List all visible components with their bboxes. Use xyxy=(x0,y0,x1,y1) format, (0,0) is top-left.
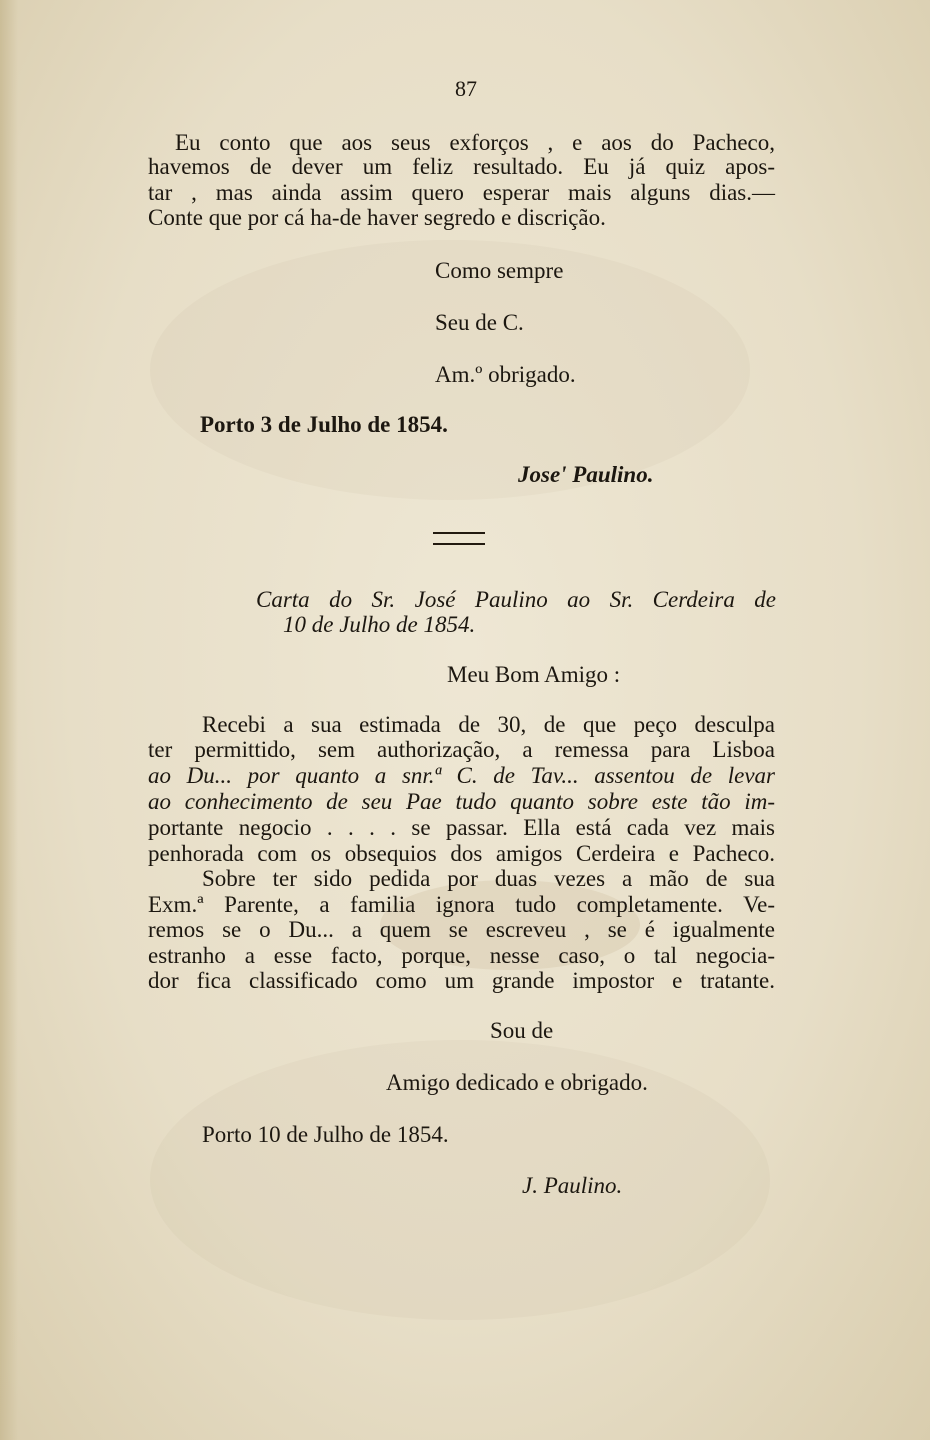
text-line: dor fica classificado como um grande impostor e tratante. xyxy=(148,968,775,993)
letter-heading-date: 10 de Julho de 1854. xyxy=(283,612,476,637)
place-date: Porto 10 de Julho de 1854. xyxy=(202,1122,449,1147)
text-line: Recebi a sua estimada de 30, de que peço desculpa xyxy=(202,712,775,737)
text-line: ao Du... por quanto a snr.ª C. de Tav... assentou de levar xyxy=(148,763,775,788)
closing-line: Am.º obrigado. xyxy=(435,362,576,387)
text-line: ter permittido, sem authorização, a remessa para Lisboa xyxy=(148,737,775,762)
text-line: penhorada com os obsequios dos amigos Cerdeira e Pacheco. xyxy=(148,841,775,866)
closing-line: Amigo dedicado e obrigado. xyxy=(386,1070,648,1095)
closing-line: Sou de xyxy=(490,1018,554,1043)
signature: J. Paulino. xyxy=(522,1173,623,1198)
text-line: estranho a esse facto, porque, nesse caso, o tal negocia- xyxy=(148,943,775,968)
text-line: ao conhecimento de seu Pae tudo quanto sobre este tão im- xyxy=(148,789,775,814)
page-number: 87 xyxy=(455,76,477,101)
text-line: Exm.ª Parente, a familia ignora tudo completamente. Ve- xyxy=(148,892,775,917)
letter-heading: Carta do Sr. José Paulino ao Sr. Cerdeira de xyxy=(256,587,776,612)
text-line: portante negocio . . . . se passar. Ella está cada vez mais xyxy=(148,815,775,840)
section-divider xyxy=(433,532,485,545)
text-line: tar , mas ainda assim quero esperar mais alguns dias.— xyxy=(148,180,775,205)
closing-line: Seu de C. xyxy=(435,310,524,335)
text-line: Conte que por cá ha-de haver segredo e discrição. xyxy=(148,205,606,230)
text-line: havemos de dever um feliz resultado. Eu já quiz apos- xyxy=(148,154,775,179)
salutation: Meu Bom Amigo : xyxy=(447,662,621,687)
place-date: Porto 3 de Julho de 1854. xyxy=(200,412,448,437)
closing-line: Como sempre xyxy=(435,258,564,283)
text-line: remos se o Du... a quem se escreveu , se é igualmente xyxy=(148,917,775,942)
page-edge-shadow xyxy=(0,0,18,1440)
signature: Jose' Paulino. xyxy=(518,462,654,487)
text-line: Eu conto que aos seus exforços , e aos do Pacheco, xyxy=(175,130,775,155)
text-line: Sobre ter sido pedida por duas vezes a mão de sua xyxy=(202,866,775,891)
